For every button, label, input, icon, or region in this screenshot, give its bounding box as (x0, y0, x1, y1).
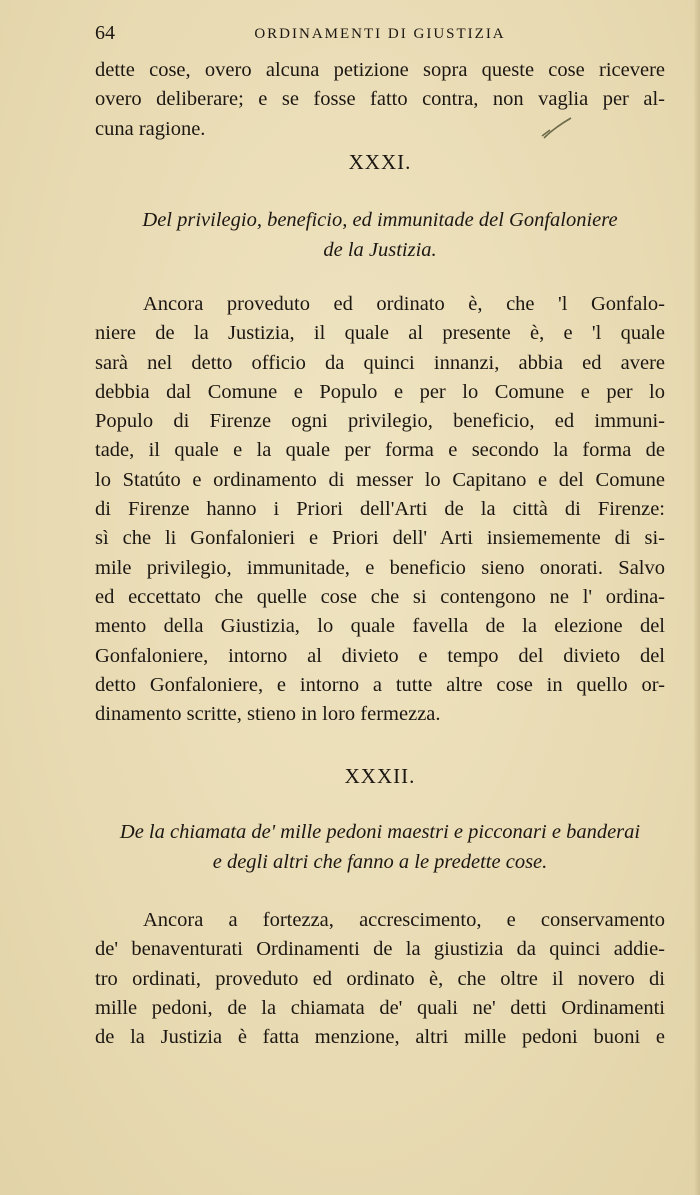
intro-paragraph (95, 56, 665, 144)
page-header (95, 22, 665, 48)
text-line: overo deliberare; e se fosse fatto contra, non vaglia per al- (95, 88, 665, 111)
text-line: de la Justizia è fatta menzione, altri mille pedoni buoni e (95, 1026, 665, 1049)
running-title: ORDINAMENTI DI GIUSTIZIA (254, 26, 506, 42)
text-line: ed eccettato che quelle cose che si contengono ne l' ordina- (95, 585, 665, 608)
rubric-line: Del privilegio, beneficio, ed immunitade del Gonfaloniere (142, 209, 618, 231)
text-line: detto Gonfaloniere, e intorno a tutte altre cose in quello or- (95, 673, 665, 696)
pencil-check-mark (540, 116, 574, 140)
page-edge (694, 0, 700, 1195)
text-line: tro ordinati, proveduto ed ordinato è, che oltre il novero di (95, 967, 665, 990)
text-line: sì che li Gonfalonieri e Priori dell' Arti insiememente di si- (95, 527, 665, 550)
section-rubric-xxxi (95, 206, 665, 265)
section-body-xxxii (95, 906, 665, 1052)
text-line: di Firenze hanno i Priori dell'Arti de la città di Firenze: (95, 498, 665, 521)
text-line: lo Statúto e ordinamento di messer lo Capitano e del Comune (95, 468, 665, 491)
section-heading-xxxi: XXXI. (348, 150, 412, 174)
text-line: mile privilegio, immunitade, e beneficio sieno onorati. Salvo (95, 556, 665, 579)
rubric-line: de la Justizia. (323, 238, 437, 261)
text-line: mento della Giustizia, lo quale favella de la elezione del (95, 615, 665, 638)
text-line: Ancora a fortezza, accrescimento, e conservamento (143, 909, 665, 931)
text-line: cuna ragione. (95, 117, 206, 140)
text-line: Populo di Firenze ogni privilegio, beneficio, ed immuni- (95, 410, 665, 433)
page-number: 64 (95, 22, 115, 44)
rubric-line: e degli altri che fanno a le predette cose. (212, 850, 548, 873)
text-line: dette cose, overo alcuna petizione sopra queste cose ricevere (95, 59, 665, 81)
text-line: dinamento scritte, stieno in loro fermezza. (95, 703, 441, 726)
section-rubric-xxxii (95, 818, 665, 877)
text-line: de' benaventurati Ordinamenti de la giustizia da quinci addie- (95, 938, 665, 961)
text-line: mille pedoni, de la chiamata de' quali ne' detti Ordinamenti (95, 996, 665, 1019)
text-line: Gonfaloniere, intorno al divieto e tempo del divieto del (95, 644, 665, 667)
text-line: sarà nel detto officio da quinci innanzi, abbia ed avere (95, 351, 665, 374)
section-body-xxxi (95, 290, 665, 729)
text-line: tade, il quale e la quale per forma e secondo la forma de (95, 439, 665, 462)
text-line: debbia dal Comune e Populo e per lo Comune e per lo (95, 380, 665, 403)
section-heading-xxxii: XXXII. (344, 764, 416, 788)
text-line: Ancora proveduto ed ordinato è, che 'l Gonfalo- (143, 293, 665, 315)
rubric-line: De la chiamata de' mille pedoni maestri e picconari e banderai (119, 821, 641, 843)
text-line: niere de la Justizia, il quale al presente è, e 'l quale (95, 322, 665, 345)
